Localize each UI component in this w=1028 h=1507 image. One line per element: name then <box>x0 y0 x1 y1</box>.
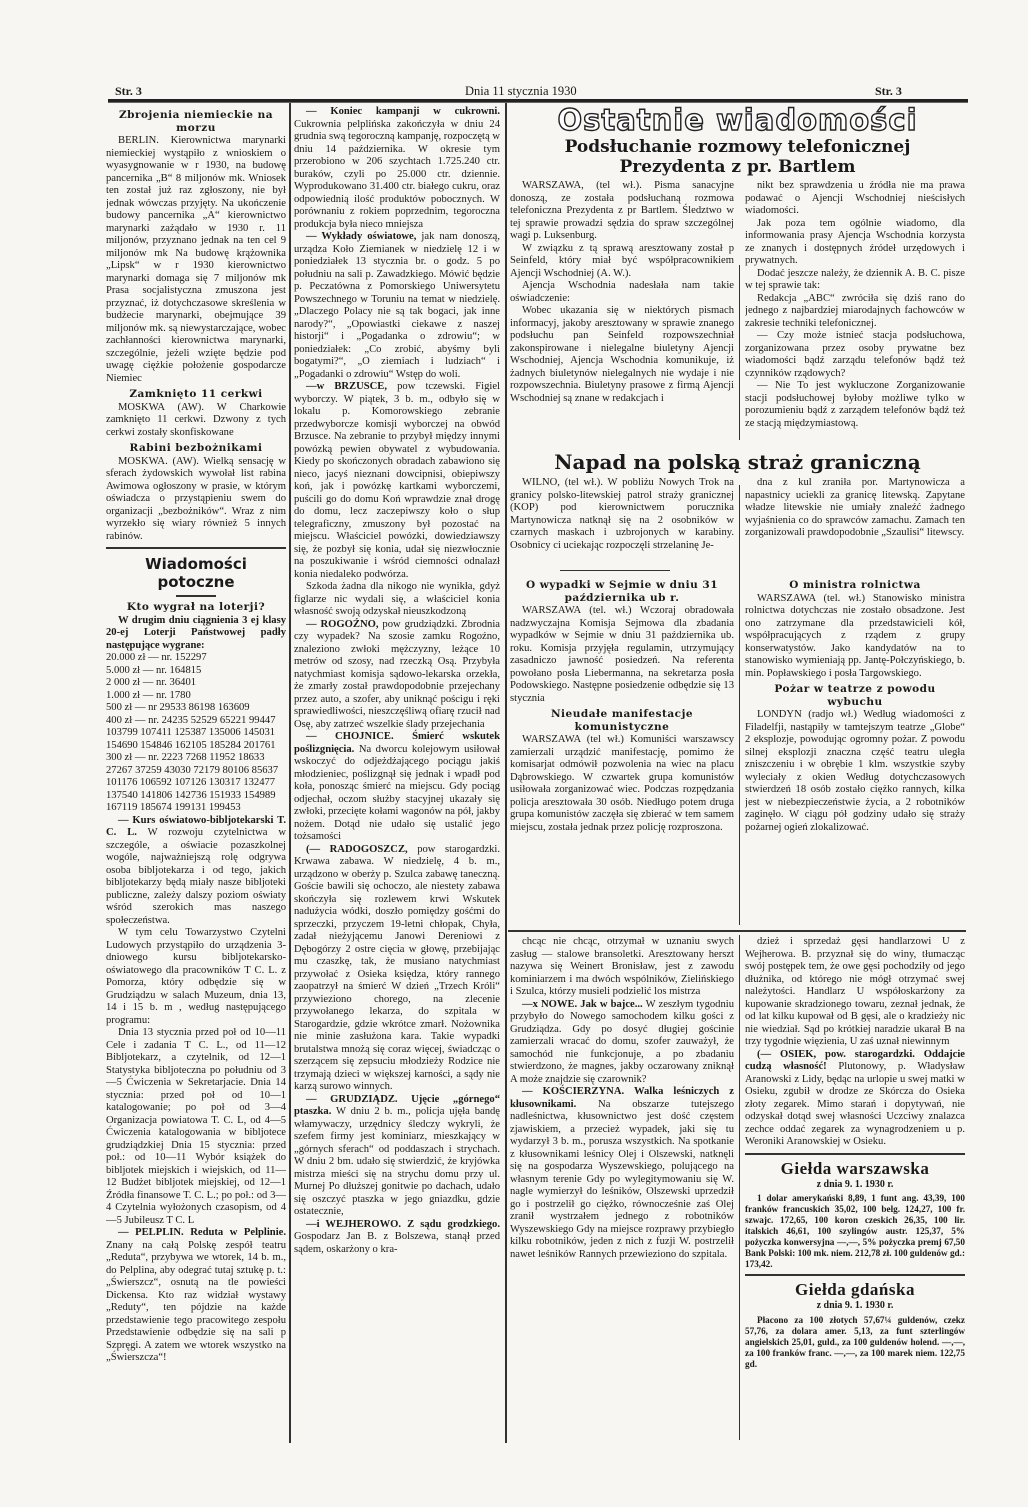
paragraph-text: Płacono za 100 złotych 57,67¼ guldenów, czekz 57,76, za dolara amer. 5,13, za funt szterlingów angielskich 25,01, guld., za 100 guldenów holend. —,—, za 100 franków franc. —,—, za 100 marek niem. 122,75 gd. <box>745 1314 965 1369</box>
headline-wiretap-2: Prezydenta z pr. Bartlem <box>619 157 856 177</box>
article-paragraph <box>510 999 734 1087</box>
column-divider <box>739 935 740 1440</box>
column-divider <box>739 265 740 440</box>
paragraph-text: Znany na całą Polskę zespół teatru „Reduta“, przybywa we wtorek, 14 b. m., do Pelplina, aby odegrać tutaj sztukę p. t.: „Świerszcz“, osnutą na tle powieści Dickensa. Kto raz widział wystawy „Reduty“, ten pójdzie na każde przedstawienie tego pracowitego zespołu Przedstawienie odbędzie się na sali p Szpręgi. A zatem we wtorek wszystko na „Świerszcza“! <box>106 1239 286 1363</box>
article-paragraph <box>745 218 965 268</box>
article-paragraph <box>745 477 965 540</box>
article-paragraph <box>745 1315 965 1370</box>
paragraph-text: WILNO, (tel wł.). W pobliżu Nowych Trok na granicy polsko-litewskiej patrol straży granicznej (KOP) pod kierownictwem porucznika Martynowicza natknął się na 2 osobników w czarnych maskach i uzbrojonych w karabiny. Osobnicy ci uciekając rozpoczęli strzelaninę Je- <box>510 477 734 551</box>
article-paragraph <box>745 1193 965 1270</box>
paragraph-text: jak nam donoszą, urządza Koło Ziemianek w niedzielę 12 i w poniedziałek 13 stycznia br. o godz. 5 po południu na sali p. Zawadzkiego. Mówić będzie p. Peczatówna z Pomorskiego Uniwersytetu Powszechnego w Toruniu na temat w niedzielę. „Dlaczego Polacy nie są tak bogaci, jak inne narody?“, „Opowiastki ciekawe z naszej historji“ i „Pogadanka o zdrowiu“; w poniedziałek: „Co zrobić, abyśmy byli bogatymi?“, „O ziemiach i ludziach“ i „Pogadanki o zdrowiu“ Wstęp do woli. <box>294 231 500 380</box>
article-paragraph <box>294 231 500 381</box>
article-lead: (— RADOGOSZCZ, <box>306 843 408 855</box>
article-headline: Kto wygrał na loterji? <box>126 601 266 613</box>
column-3-news-right <box>745 576 965 926</box>
article-paragraph <box>510 734 734 834</box>
paragraph-text: Ajencja Wschodnia nadesłała nam takie oświadczenie: <box>510 280 734 304</box>
article-lead: —w BRZUSCE, <box>306 381 388 392</box>
article-lead: — KOŚCIERZYNA. Walka leśniczych z kłusownikami. <box>510 1086 734 1110</box>
paragraph-text: pow grudziądzki. Zbrodnia czy wypadek? Na szosie zamku Rogoźno, znaleziono zwłoki mężczyzny, leżące 10 metrów od szosy, nad rzeczką Osą. Przybyła natychmiast komisja sądowo-lekarska orzekła, że zmarły został prawdopodobnie przejechany przez auto, a szofer, aby uniknąć pościgu i ręki sprawiedliwości, nieszczęśliwą ofiarę rzucił nad Osę, aby zatrzeć wszelkie ślady przejechania <box>294 618 500 730</box>
article-paragraph <box>106 1227 286 1365</box>
article-lead: — GRUDZIĄDZ. Ujęcie „górnego“ ptaszka. <box>294 1093 500 1117</box>
article-paragraph <box>294 106 500 231</box>
column-3-lower-right <box>745 936 965 1441</box>
border-attack-right <box>745 477 965 567</box>
wiretap-article-right <box>745 180 965 442</box>
column-divider <box>289 103 291 1443</box>
paragraph-text: W dniu 2 b. m., policja ujęła bandę włamywaczy, urzędnicy śledczy wykryli, że szefem firmy jest kominiarz, mieszkający w „górnych sferach“ od poddaszach i strychach. W dniu 2 bm. udało się stwierdzić, że kryjówka mistrza mieści się na strychu domu przy ul. Murnej Po dłuższej gonitwie po dachach, udało się oszczyć ptaszka w jego gniazdku, gdzie ostatecznie, <box>294 1106 500 1217</box>
article-paragraph <box>294 381 500 581</box>
article-headline: Nieudałe manifestacje komunistyczne <box>550 708 694 733</box>
article-paragraph <box>745 180 965 218</box>
article-rule <box>106 547 286 549</box>
article-paragraph <box>106 456 286 544</box>
article-paragraph <box>745 268 965 293</box>
article-paragraph <box>745 936 965 1049</box>
article-paragraph <box>510 936 734 999</box>
latest-news-title: Ostatnie wiadomości <box>557 103 918 137</box>
issue-date: Dnia 11 stycznia 1930 <box>465 84 577 98</box>
exchange-title: Giełda warszawska <box>780 1158 930 1178</box>
paragraph-text: MOSKWA. (AW). Wielką sensację w sferach żydowskich wywołał list rabina Awimowa ogłoszony w prasie, w którym oświadcza o przystąpieniu swem do organizacji „bezbożników“. Wraz z nim wyrzekło się wiary również 5 innych rabinów. <box>106 455 286 542</box>
section-rule <box>560 570 670 571</box>
column-divider <box>739 485 740 925</box>
article-lead: —x NOWE. Jak w bajce... <box>522 998 643 1010</box>
column-3-news-left <box>510 576 734 926</box>
article-paragraph <box>294 1094 500 1219</box>
page-number-right: Str. 3 <box>875 84 902 98</box>
article-paragraph <box>294 581 500 619</box>
article-paragraph <box>106 927 286 1027</box>
paragraph-text: Cukrownia pelplińska zakończyła w dniu 24 grudnia swą tegoroczną kampanję, rozpoczętą w dniu 14 października. W okresie tym przerobiono w 206 szychtach 1.725.240 ctr. buraków, czyli po 25.000 ctr. dziennie. Wyprodukowano 31.400 ctr. białego cukru, oraz odpowiednią ilość produktów pobocznych. W porównaniu z rokiem poprzednim, tegoroczna produkcja była nieco mniejsza <box>294 118 500 230</box>
article-paragraph <box>510 180 734 243</box>
short-rule <box>176 595 216 597</box>
article-lead: — Kurs oświatowo-bibljotekarski T. C. L. <box>106 814 286 838</box>
paragraph-text: W zeszłym tygodniu przybyło do Nowego samochodem kilku gości z Grudziądza. Gdy po dosyć długiej gościnie zamierzali wracać do domu, szofer zauważył, że samochód nie funkcjonuje, a po zbadaniu stwierdzono, że magnes, jakby oczarowany zniknął A może znajdzie się czarownik? <box>510 998 734 1085</box>
paragraph-text: pow tczewski. Figiel wyborczy. W piątek, 3 b. m., odbyło się w lokalu p. Komorowskiego zebranie przedwyborcze komisji wyborczej na obwód Brzusce. Na zebranie to przybył między innymi powózką pewien obywatel z wybudowania. Kiedy po skończonych obradach zabawiono się nieco, jacyś nieznani dowcipnisi, obiepiwszy koń, jak i powózkę kartkami wyborczemi, puścili go do domu Koń wprawdzie znał drogę do domu, lecz zaczepiwszy koło o słup telegraficzny, zmuszony był pozostać na miejscu. Właściciel powózki, dowiedziawszy się, że pozbył się konia, udał się niezwłocznie na poszukiwanie i wśród ciemności odnalazł konia niedaleko podwórza. <box>294 381 500 580</box>
paragraph-text: W drugim dniu ciągnienia 3 ej klasy 20-ej Loterji Państwowej padły następujące wygrane: <box>106 614 286 651</box>
article-rule <box>745 1274 965 1276</box>
article-lead: (— OSIEK, pow. starogardzki. Oddajcie cudzą własność! <box>745 1048 965 1072</box>
paragraph-text: LONDYN (radjo wł.) Według wiadomości z Filadelfji, nastąpiły w tamtejszym teatrze „Globe“ 2 eksplozje, powodując ogromny pożar. Z powodu silnej eksplozji znaczna część teatru uległa zniszczeniu i w obrębie 1 klm. wszystkie szyby wyleciały z okien Według dotychczasowych stwierdzeń 18 osób zostało ciężko rannych, kilka jest w niebezpieczeństwie życia, a 2 robotników zaginęło. W ciągu pół godziny udało się straży pożarnej ogień zlokalizować. <box>745 709 965 833</box>
article-paragraph <box>294 1219 500 1257</box>
paragraph-text: Redakcja „ABC“ zwróciła się dziś rano do jednego z najbardziej miarodajnych fachowców w zakresie techniki telefonicznej. <box>745 292 965 329</box>
article-paragraph <box>510 305 734 405</box>
article-lead: — Koniec kampanji w cukrowni. <box>306 106 500 117</box>
section-title: Wiadomości potoczne <box>145 555 247 591</box>
article-paragraph <box>745 1049 965 1149</box>
paragraph-text: WARSZAWA (tel. wł.) Stanowisko ministra rolnictwa dotychczas nie zostało obsadzone. Jest ono zatrzymane dla przedstawicieli kół, współpracujących z rządem z grupy konserwatystów. Jako kandydatów na to stanowisko wymieniają pp. Jantę-Połczyńskiego, b. min. Popławskiego i posła Targowskiego. <box>745 592 965 679</box>
article-headline: Rabini bezbożnikami <box>129 442 263 454</box>
headline-border-attack: Napad na polską straż graniczną <box>554 450 921 474</box>
paragraph-text: Szkoda żadna dla nikogo nie wynikła, gdyż figlarze nic wydali się, a właściciel konia własność swoją odzyskał nieuszkodzoną <box>294 581 500 617</box>
column-1 <box>106 106 286 1441</box>
paragraph-text: Na dworcu kolejowym usiłował wskoczyć do odjeżdżającego pociągu jakiś młodzieniec, poślizgnął się jednak i wpadł pod koła, ponosząc śmierć na miejscu. Gdy pociąg odjechał, oczom służby stacyjnej ukazały się zwłoki, przecięte kołami wagonów na pół, jakby nożem. Dotąd nie udało się ustalić jego tożsamości <box>294 743 500 842</box>
article-rule <box>745 1153 965 1155</box>
article-paragraph <box>106 615 286 653</box>
paragraph-text: chcąc nie chcąc, otrzymał w uznaniu swych zasług — stalowe bransoletki. Aresztowany herszt nazywa się Weinert Bronisław, jest z zawodu kominiarzem i ma dwóch wspólników, Zielińskiego i Szulca, którzy musieli podzielić los mistrza <box>510 936 734 997</box>
article-paragraph <box>745 293 965 331</box>
paragraph-text: Dodać jeszcze należy, że dziennik A. B. C. pisze w tej sprawie tak: <box>745 267 965 291</box>
paragraph-text: dna z kul zraniła por. Martynowicza a napastnicy uciekli za granicę litewską. Zapytane władze litewskie nie umiały znaleźć żadnego wyjaśnienia co do sprawców zamachu. Zamach ten zorganizowali prawdopodobnie „Szaulisi“ litewscy. <box>745 477 965 538</box>
exchange-title: Giełda gdańska <box>795 1280 915 1299</box>
article-paragraph <box>106 815 286 928</box>
paragraph-text: pow starogardzki. Krwawa zabawa. W niedzielę, 4 b. m., urządzono w oberży p. Szulca zabawę taneczną. Goście bawili się ochoczo, ale niestety zabawa skończyła się rozlewem krwi Wskutek nadużycia wódki, doszło pomiędzy gośćmi do sprzeczki, przyczem 19-letni chłopak, Chyła, zadał nieżyjącemu Janowi Dereniowi z Dębogórzy 2 ostre cięcia w głowę, przebijając mu czaszkę, tak, że musiano natychmiast przywołać z Osieka księdza, który rannego zaopatrzył na śmierć W dzień „Trzech Króli“ przywieziono chorego, na zlecenie przywołanego lekarza, do szpitala w Starogardzie, gdzie wkrótce zmarł. Nożownika nie minie zasłużona kara. Takie wypadki brutalstwa mnożą się coraz więcej, świadcząc o szerzącem się zepsuciu młodzieży Rodzice nie trzymają dzieci w większej karności, a sądy nie karzą surowo winnych. <box>294 843 500 1092</box>
article-paragraph <box>294 619 500 732</box>
paragraph-text: 1 dolar amerykański 8,89, 1 funt ang. 43,39, 100 franków francuskich 35,02, 100 belg. 124,27, 100 fr. szwajc. 172,65, 100 koron czeskich 26,35, 100 lir. italskich 46,61, 100 szylingów austr. 125,37, 5% pożyczka konwersyjna —,—, 5% pożyczka premj 67,50 Bank Polski: 100 mk. niem. 212,78 zł. 100 guldenów gd.: 173,42. <box>745 1193 965 1269</box>
border-attack-left <box>510 477 734 567</box>
paragraph-text: — Czy może istnieć stacja podsłuchowa, zorganizowana przez osoby prywatne bez wiadomości bądź zarządu telefonów bądź też czynników rządowych? <box>745 330 965 379</box>
paragraph-text: WARSZAWA (tel wł.) Komuniści warszawscy zamierzali urządzić manifestację, pomimo że komisarjat odmówił pozwolenia na wiec na placu Dąbrowskiego. W czwartek grupa komunistów usiłowała zorganizować wiec. Podczas rozpędzania policja aresztowała 30 osób. Niedługo potem druga grupa komunistów zaczęła się zbierać w tem samem miejscu, została jednak przez policję rozproszona. <box>510 734 734 833</box>
article-paragraph <box>294 844 500 1094</box>
article-paragraph <box>106 402 286 440</box>
paragraph-text: Plutonowy, p. Władysław Aranowski z Lidy, będąc na urlopie u swej matki w Osieku, zgubił w drodze ze Skórcza do Osieka złoty zegarek. Mimo starań i dopytywań, nie odzyskał dotąd swej własności Uczciwy znalazca zechce oddać zegarek za wynagrodzeniem u p. Weroniki Aranowskiej w Osieku. <box>745 1061 965 1147</box>
paragraph-text: dzież i sprzedaż gęsi handlarzowi U z Wejherowa. B. przyznał się do winy, tłumacząc swój postępek tem, że owe gęsi pochodziły od jego dłużnika, od którego nie mógł otrzymać swej należytości. Handlarz U współoskarżony za kupowanie skradzionego towaru, zeznał jednak, że od lat kilku kupował od B gęsi, ale o kradzieży nic nie wiedział. Sąd po krótkiej naradzie ukarał B na trzy tygodnie więzienia, U zaś uznał niewinnym <box>745 936 965 1047</box>
article-lead: — PELPLIN. Reduta w Pelplinie. <box>118 1227 286 1238</box>
article-headline: O ministra rolnictwa <box>789 579 921 591</box>
article-lead: — CHOJNICE. Śmierć wskutek poślizgnięcia. <box>294 731 500 755</box>
article-paragraph <box>745 380 965 430</box>
paragraph-text: W związku z tą sprawą aresztowany został p Seinfeld, który miał być współpracownikiem Ajencji Wschodniej (A. W.). <box>510 242 734 279</box>
article-paragraph <box>294 731 500 844</box>
paragraph-text: Gospodarz Jan B. z Bolszewa, stanął przed sądem, oskarżony o kra- <box>294 1231 500 1255</box>
paragraph-text: Wobec ukazania się w niektórych pismach informacyj, jakoby aresztowany w sprawie znanego podsłuchu pan Seinfeld rozpowszechniał zakonspirowane i nielegalne biuletyny Ajencji Wschodniej, Ajencja Wschodnia komunikuje, iż żadnych biuletynów nielegalnych nie wydaje i nie rozpowszechnia. Biuletyny prasowe z firmą Ajencji Wschodniej są znane w redakcjach i <box>510 305 734 404</box>
paragraph-text: WARSZAWA, (tel wł.). Pisma sanacyjne donoszą, ze została podsłuchaną rozmowa telefoniczna Prezydenta z pr Bartlem. Śledztwo w tej sprawie prowadzi sędzia do spraw szczególnej wagi p. Luksenburg. <box>510 180 734 241</box>
article-paragraph <box>745 709 965 834</box>
headline-wiretap: Podsłuchanie rozmowy telefonicznej <box>564 137 911 157</box>
paragraph-text: — Nie To jest wykluczone Zorganizowanie stacji podsłuchowej byłoby możliwe tylko w porozumieniu bądź z zarządem telefonów bądź też ze stacją międzymiastową. <box>745 380 965 429</box>
column-divider <box>505 103 507 1443</box>
paragraph-text: W rozwoju czytelnictwa w szczególe, a oświacie pozaszkolnej wogóle, najważniejszą rolę odgrywa osoba bibljotekarza i od tego, jakich bibljotekarzy będą miały nasze bibljoteki publiczne, zależy dalszy poziom oświaty wśród szerokich mas naszego społeczeństwa. <box>106 827 286 926</box>
paragraph-text: Jak poza tem ogólnie wiadomo, dla informowania prasy Ajencja Wschodnia korzysta ze znanych i dostępnych źródeł urzędowych i prywatnych. <box>745 217 965 266</box>
article-paragraph <box>106 1027 286 1227</box>
paragraph-text: MOSKWA (AW). W Charkowie zamknięto 11 cerkwi. Dzwony z tych cerkwi zostały skonfiskowane <box>106 401 286 438</box>
article-lead: — ROGOŹNO, <box>306 618 379 630</box>
article-lead: —i WEJHEROWO. Z sądu grodzkiego. <box>306 1218 500 1230</box>
article-headline: Pożar w teatrze z powodu wybuchu <box>774 683 936 708</box>
article-lead: — Wykłady oświatowe, <box>306 231 417 242</box>
paragraph-text: W tym celu Towarzystwo Czytelni Ludowych przystąpiło do urządzenia 3-dniowego kursu bibljotekarsko-oświatowego dla pracowników T C. L. z Pomorza, który odbędzie się w Grudziądzu w salach Muzeum, dnia 13, 14 i 15 b. m , według następującego programu: <box>106 927 286 1026</box>
paragraph-text: WARSZAWA (tel. wł.) Wczoraj obradowała nadzwyczajna Komisja Sejmowa dla zbadania wypadków w Sejmie w dniu 31 października ub. roku. Komisja przyjęła regulamin, utrzymujący zasadniczo jawność posiedzeń. Na referenta powołano posła Liebermanna, na sekretarza posła Podowskiego. Następne posiedzenie odbędzie się 13 stycznia <box>510 605 734 704</box>
exchange-date: z dnia 9. 1. 1930 r. <box>816 1300 894 1311</box>
paragraph-text: nikt bez sprawdzenia u źródła nie ma prawa podawać o Ajencji Wschodniej nieścisłych wiadomości. <box>745 180 965 216</box>
exchange-date: z dnia 9. 1. 1930 r. <box>816 1178 894 1190</box>
article-paragraph <box>106 135 286 385</box>
column-3-lower-left <box>510 936 734 1441</box>
wiretap-article-left <box>510 180 734 442</box>
paragraph-text: 20.000 zł — nr. 152297 5.000 zł — nr. 164815 2 000 zł — nr. 36401 1.000 zł — nr. 1780 500 zł — nr 29533 86198 163609 400 zł — nr. 24235 52529 65221 99447 103799 107411 125387 135006 145031 154690 154846 162105 185284 201761 300 zł — nr. 2223 7268 11952 18633 27267 37259 43030 72179 80106 85637 101176 106592 107126 130317 132477 137540 141806 142736 151933 154989 167119 185674 199131 199453 <box>106 652 279 813</box>
section-rule <box>508 930 966 932</box>
article-paragraph <box>745 330 965 380</box>
article-paragraph <box>510 1086 734 1261</box>
paragraph-text: Dnia 13 stycznia przed poł od 10—11 Cele i zadania T C. L., od 11—12 Bibljotekarz, a czytelnik, od 12—1 Statystyka bibljoteczna po południu od 3—5 Ćwiczenia w Sekretarjacie. Dnia 14 stycznia: przed poł od 10—1 katalogowanie; po poł od 3—4 Organizacja powiatowa T. C. L, od 4—5 Ćwiczenia katalogowania w bibljotece grudziądzkiej Dnia 15 stycznia: przed poł.: od 10—11 Wybór książek do bibljotek miejskich i wiejskich, od 11—12 Budżet bibljotek miejskiej, od 12—1 Źródła finansowe T. C. L.; po poł.: od 3—4 Czytelnia wyłożonych czasopism, od 4—5 Jubileusz T C. L <box>106 1027 286 1226</box>
column-2 <box>294 106 500 1441</box>
paragraph-text: Na obszarze tutejszego nadleśnictwa, kłusownictwo jest dość częstem zjawiskiem, a przecież wypadek, jaki się tu wydarzył 3 b. m., porusza wszystkich. Na spotkanie z kłusownikami leśnicy Olej i Olszewski, natknęli się na gospodarza Wyszewskiego, polującego na własnym terenie Gdy po wylegitymowaniu się W. nagle wymierzył do leśników, Olszewski uprzedził go i postrzelił go ciężko, równocześnie zaś Olej zranił wystrzałem jednego z robotników Wyszewskiego Gdy na miejsce rozprawy przybiegło kilku robotników, jeden z nich z fuzji W. postrzelił nawet leśników Rannych przewieziono do szpitala. <box>510 1098 734 1260</box>
article-paragraph <box>510 605 734 705</box>
article-paragraph <box>745 593 965 681</box>
article-paragraph <box>510 243 734 281</box>
article-headline: Zamknięto 11 cerkwi <box>129 388 263 400</box>
page-number-left: Str. 3 <box>115 84 142 98</box>
article-headline: O wypadki w Sejmie w dniu 31 października ub r. <box>525 579 719 604</box>
article-paragraph <box>510 280 734 305</box>
article-paragraph <box>510 477 734 552</box>
article-headline: Zbrojenia niemieckie na morzu <box>118 109 274 134</box>
lottery-results <box>106 652 286 815</box>
paragraph-text: BERLIN. Kierownictwa marynarki niemieckiej wystąpiło z wnioskiem o wyasygnowanie w r 1930, na budowę pancernika „B“ 8 miljonów mk. Wniosek ten został już raz zgłoszony, nie był jednak wówczas przyjęty. Na ukończenie budowy pancernika „A“ kierownictwo marynarki zażądało w 1930 r. 11 miljonów, przyznano jednak na ten cel 9 miljonów mk Na budowę krążownika „Lipsk“ w r 1930 kierownictwo marynarki domaga się 7 miljonów mk Prasa socjalistyczna zmuszona jest przyznać, iż dotychczasowe skreślenia w budżecie marynarki, obejmujące 39 miljonów mk. są niewystarczające, wobec zachłanności kierownictwa marynarki, szczególnie, jeżeli wzięte będzie pod uwagę ciężkie położenie gospodarcze Niemiec <box>106 135 286 384</box>
